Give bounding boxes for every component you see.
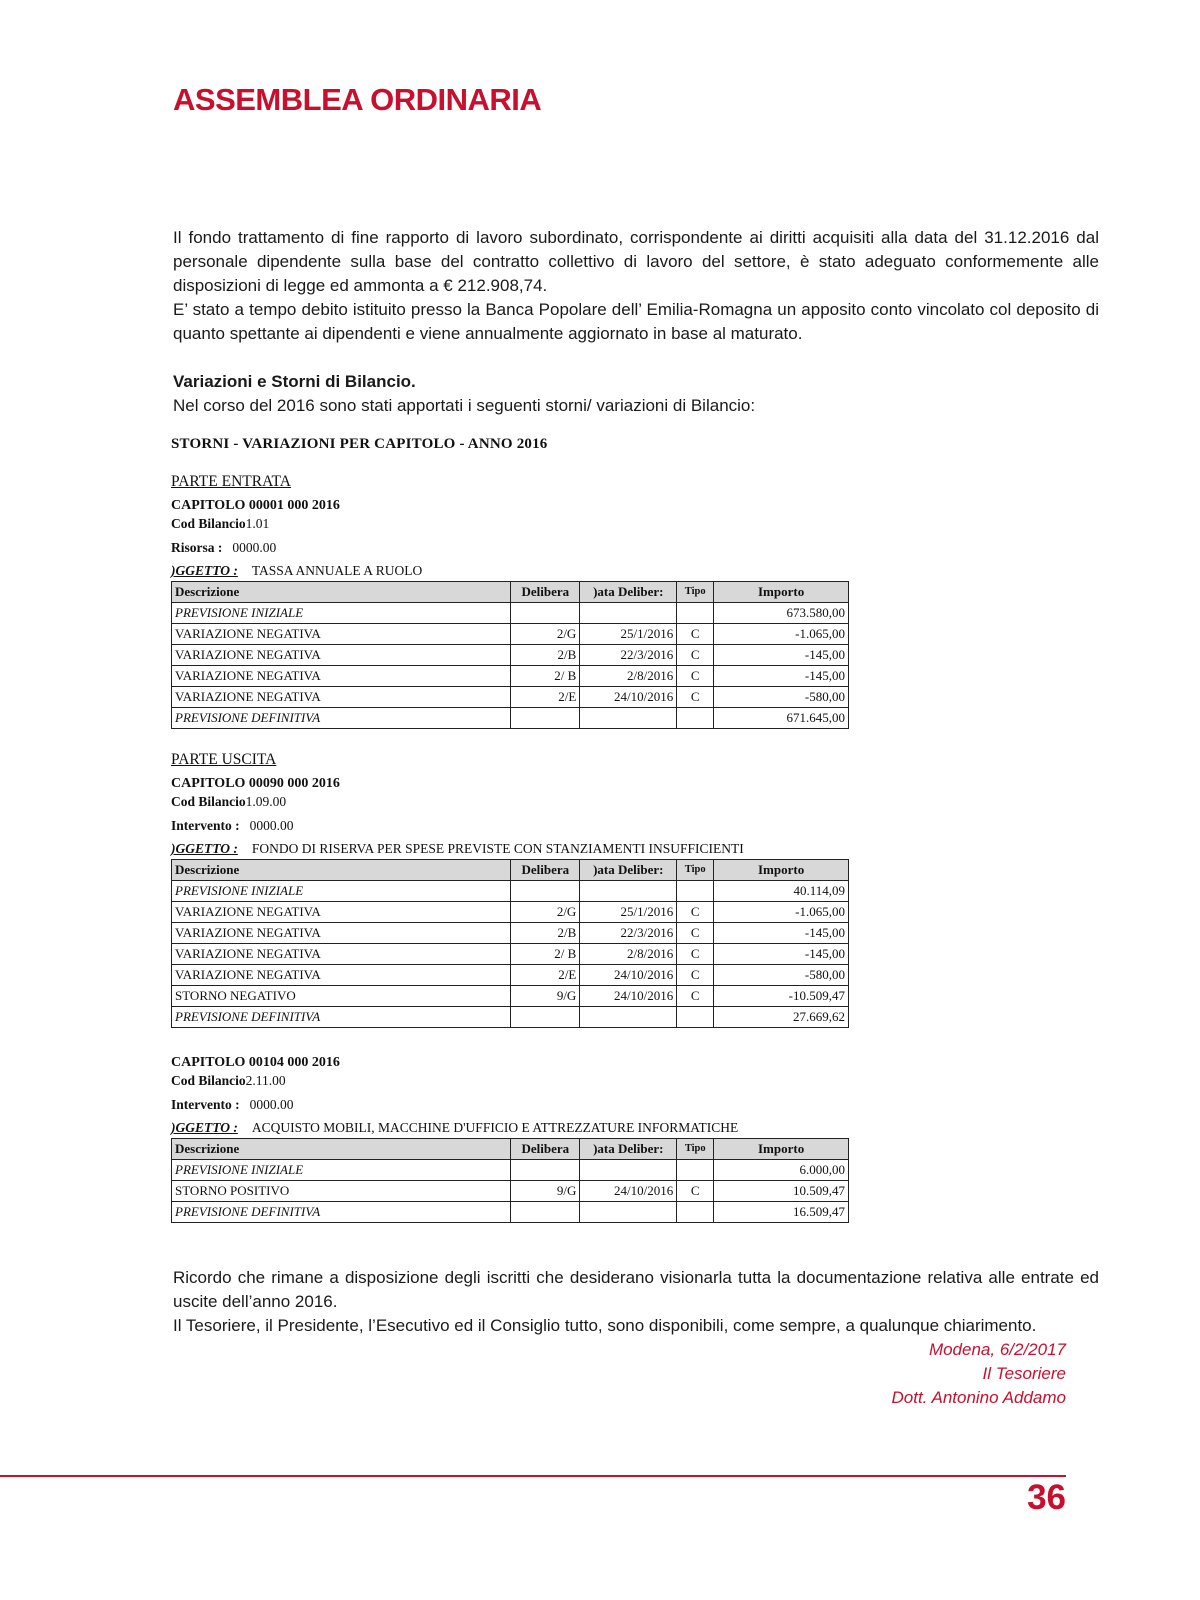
entrata-chapters [171,497,851,729]
table-row [172,666,849,687]
capitolo-code: CAPITOLO 00104 000 2016 [171,1055,340,1070]
cell-delibera: 2/E [511,687,580,708]
cell-importo: -580,00 [714,965,849,986]
cell-importo: -145,00 [714,923,849,944]
table-row [172,1181,849,1202]
cell-data-delibera: 22/3/2016 [580,645,677,666]
cell-delibera: 2/ B [511,666,580,687]
cell-tipo: C [677,902,714,923]
cell-importo: -580,00 [714,687,849,708]
table-row [172,902,849,923]
cell-descrizione: STORNO NEGATIVO [172,986,511,1007]
cod-bilancio-line [171,793,851,811]
col-data-delibera: )ata Deliber: [580,860,677,881]
oggetto-line [171,841,851,857]
intro-paragraph-tfr: Il fondo trattamento di fine rapporto di lavoro subordinato, corrispondente ai diritti acquisiti alla data del 31.12.2016 dal personale dipendente sulla base del contratto collettivo di lavoro del settore, è stato adeguato conformemente alle disposizioni di legge ed ammonta a € 212.908,74. [173,228,1099,295]
intro-text [173,226,1099,346]
table-row [172,1202,849,1223]
cell-data-delibera [580,603,677,624]
cell-data-delibera [580,1202,677,1223]
col-importo: Importo [714,1139,849,1160]
cell-tipo: C [677,965,714,986]
cell-importo: 40.114,09 [714,881,849,902]
cell-delibera [511,1160,580,1181]
cell-data-delibera: 22/3/2016 [580,923,677,944]
resource-label: Intervento : [171,1097,240,1112]
cell-data-delibera: 2/8/2016 [580,666,677,687]
cell-delibera [511,1007,580,1028]
cell-data-delibera [580,1160,677,1181]
table-row [172,645,849,666]
ledger-table [171,1138,849,1223]
chapter-block [171,497,851,729]
col-delibera: Delibera [511,860,580,881]
cell-descrizione: PREVISIONE DEFINITIVA [172,1202,511,1223]
cell-importo: -145,00 [714,944,849,965]
signature-block [891,1338,1066,1410]
table-row [172,881,849,902]
table-row [172,687,849,708]
cell-delibera: 2/G [511,624,580,645]
cell-importo: 27.669,62 [714,1007,849,1028]
oggetto-line [171,563,851,579]
resource-label: Risorsa : [171,540,223,555]
uscita-chapters [171,775,851,1223]
col-importo: Importo [714,582,849,603]
cell-data-delibera: 25/1/2016 [580,902,677,923]
cell-tipo: C [677,923,714,944]
cell-delibera: 2/G [511,902,580,923]
cell-tipo: C [677,1181,714,1202]
cell-descrizione: VARIAZIONE NEGATIVA [172,944,511,965]
cell-descrizione: VARIAZIONE NEGATIVA [172,624,511,645]
table-row [172,708,849,729]
resource-line [171,1096,851,1114]
cell-delibera [511,1202,580,1223]
signature-name: Dott. Antonino Addamo [891,1388,1066,1407]
cell-data-delibera: 25/1/2016 [580,624,677,645]
col-importo: Importo [714,860,849,881]
cell-tipo: C [677,986,714,1007]
cell-descrizione: PREVISIONE DEFINITIVA [172,708,511,729]
col-descrizione: Descrizione [172,582,511,603]
cell-descrizione: VARIAZIONE NEGATIVA [172,965,511,986]
closing-text [173,1266,1099,1338]
cell-descrizione: STORNO POSITIVO [172,1181,511,1202]
intro-paragraph-bank: E’ stato a tempo debito istituito presso la Banca Popolare dell’ Emilia-Romagna un apposito conto vincolato col deposito di quanto spettante ai dipendenti e viene annualmente aggiornato in base al maturato. [173,300,1099,343]
cell-tipo [677,1202,714,1223]
oggetto-line [171,1120,851,1136]
ledger-header-row [172,860,849,881]
cell-descrizione: VARIAZIONE NEGATIVA [172,666,511,687]
cell-tipo [677,1160,714,1181]
cell-importo: 673.580,00 [714,603,849,624]
resource-line [171,539,851,557]
oggetto-label: )GGETTO : [171,563,238,578]
cell-delibera: 9/G [511,986,580,1007]
cell-tipo: C [677,944,714,965]
ledger-table [171,581,849,729]
cod-bilancio-line [171,515,851,533]
capitolo-code: CAPITOLO 00090 000 2016 [171,776,340,791]
oggetto-value: TASSA ANNUALE A RUOLO [251,563,423,578]
table-row [172,624,849,645]
chapter-block [171,1054,851,1223]
cell-importo: 16.509,47 [714,1202,849,1223]
closing-paragraph-documents: Ricordo che rimane a disposizione degli iscritti che desiderano visionarla tutta la documentazione relativa alle entrate ed uscite dell’anno 2016. [173,1268,1099,1311]
cell-tipo [677,708,714,729]
cell-delibera [511,603,580,624]
oggetto-label: )GGETTO : [171,841,238,856]
cell-tipo [677,1007,714,1028]
section-lead: Nel corso del 2016 sono stati apportati i seguenti storni/ variazioni di Bilancio: [173,396,756,415]
cell-descrizione: PREVISIONE INIZIALE [172,603,511,624]
col-delibera: Delibera [511,1139,580,1160]
cell-descrizione: VARIAZIONE NEGATIVA [172,645,511,666]
capitolo-code: CAPITOLO 00001 000 2016 [171,498,340,513]
col-descrizione: Descrizione [172,1139,511,1160]
cell-descrizione: VARIAZIONE NEGATIVA [172,923,511,944]
budget-report [171,436,851,1235]
ledger-table [171,859,849,1028]
resource-line [171,817,851,835]
cell-importo: 6.000,00 [714,1160,849,1181]
report-title: STORNI - VARIAZIONI PER CAPITOLO - ANNO 2016 [171,436,548,452]
resource-value: 0000.00 [232,540,277,555]
cell-importo: -145,00 [714,645,849,666]
cod-bilancio-label: Cod Bilancio [171,1073,246,1088]
oggetto-value: FONDO DI RISERVA PER SPESE PREVISTE CON STANZIAMENTI INSUFFICIENTI [251,841,744,856]
cell-importo: 10.509,47 [714,1181,849,1202]
cell-importo: -10.509,47 [714,986,849,1007]
cell-data-delibera [580,881,677,902]
cod-bilancio-label: Cod Bilancio [171,794,246,809]
table-row [172,965,849,986]
cell-data-delibera: 24/10/2016 [580,965,677,986]
cell-delibera: 2/B [511,645,580,666]
cell-delibera: 2/B [511,923,580,944]
cell-delibera: 9/G [511,1181,580,1202]
cell-data-delibera [580,1007,677,1028]
resource-value: 0000.00 [249,1097,294,1112]
cell-tipo [677,603,714,624]
page-number: 36 [1027,1478,1066,1517]
ledger-header-row [172,582,849,603]
cell-delibera [511,708,580,729]
ledger-header-row [172,1139,849,1160]
oggetto-label: )GGETTO : [171,1120,238,1135]
cod-bilancio-label: Cod Bilancio [171,516,246,531]
cell-descrizione: PREVISIONE INIZIALE [172,1160,511,1181]
cell-descrizione: VARIAZIONE NEGATIVA [172,902,511,923]
cell-data-delibera: 24/10/2016 [580,687,677,708]
part-entrata-title: PARTE ENTRATA [171,473,291,490]
cod-bilancio-value: 1.09.00 [245,794,287,809]
cell-importo: -145,00 [714,666,849,687]
cod-bilancio-value: 1.01 [245,516,270,531]
signature-place-date: Modena, 6/2/2017 [928,1340,1066,1359]
table-row [172,1160,849,1181]
cell-delibera [511,881,580,902]
cell-data-delibera [580,708,677,729]
signature-role: Il Tesoriere [982,1364,1066,1383]
cell-descrizione: VARIAZIONE NEGATIVA [172,687,511,708]
oggetto-value: ACQUISTO MOBILI, MACCHINE D'UFFICIO E ATTREZZATURE INFORMATICHE [251,1120,739,1135]
cell-importo: -1.065,00 [714,624,849,645]
resource-value: 0000.00 [249,818,294,833]
cell-importo: 671.645,00 [714,708,849,729]
cell-tipo: C [677,624,714,645]
table-row [172,986,849,1007]
cell-descrizione: PREVISIONE INIZIALE [172,881,511,902]
table-row [172,603,849,624]
chapter-block [171,775,851,1028]
table-row [172,1007,849,1028]
col-tipo: Tipo [677,582,714,603]
col-data-delibera: )ata Deliber: [580,582,677,603]
footer-divider [0,1475,1066,1477]
col-delibera: Delibera [511,582,580,603]
cell-data-delibera: 24/10/2016 [580,1181,677,1202]
cell-tipo [677,881,714,902]
cell-tipo: C [677,666,714,687]
resource-label: Intervento : [171,818,240,833]
cell-delibera: 2/ B [511,944,580,965]
part-uscita-title: PARTE USCITA [171,751,277,768]
cell-importo: -1.065,00 [714,902,849,923]
col-tipo: Tipo [677,860,714,881]
table-row [172,923,849,944]
cell-data-delibera: 2/8/2016 [580,944,677,965]
closing-paragraph-availability: Il Tesoriere, il Presidente, l’Esecutivo ed il Consiglio tutto, sono disponibili, come sempre, a qualunque chiarimento. [173,1316,1037,1335]
col-descrizione: Descrizione [172,860,511,881]
cell-descrizione: PREVISIONE DEFINITIVA [172,1007,511,1028]
cell-delibera: 2/E [511,965,580,986]
cell-tipo: C [677,645,714,666]
cod-bilancio-line [171,1072,851,1090]
cod-bilancio-value: 2.11.00 [245,1073,286,1088]
col-data-delibera: )ata Deliber: [580,1139,677,1160]
table-row [172,944,849,965]
page-title: ASSEMBLEA ORDINARIA [173,82,542,117]
cell-data-delibera: 24/10/2016 [580,986,677,1007]
col-tipo: Tipo [677,1139,714,1160]
section-heading: Variazioni e Storni di Bilancio. [173,372,416,391]
cell-tipo: C [677,687,714,708]
